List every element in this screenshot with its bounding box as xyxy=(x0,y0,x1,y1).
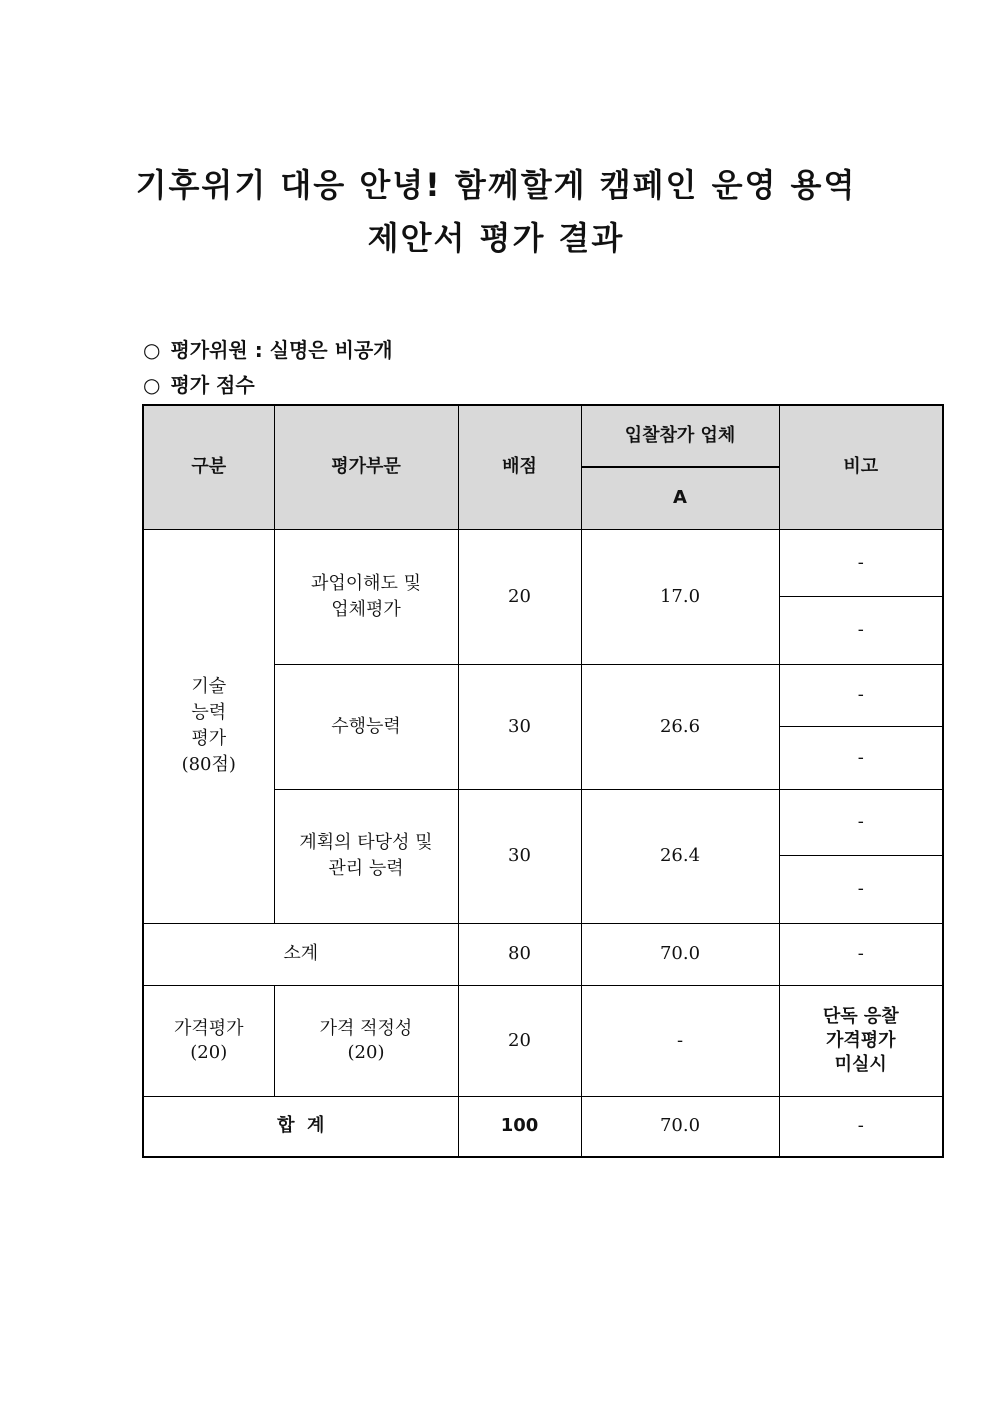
circle-bullet-icon: ○ xyxy=(143,338,161,362)
remark-cell: - xyxy=(779,855,943,923)
tech-category-cell xyxy=(143,529,274,923)
circle-bullet-icon: ○ xyxy=(143,373,161,397)
price-remark-line: 단독 응찰 xyxy=(822,1005,899,1027)
header-remarks: 비고 xyxy=(779,405,943,529)
price-category-line: 가격평가 xyxy=(173,1017,244,1039)
points-cell: 20 xyxy=(458,529,581,664)
total-label xyxy=(143,1096,458,1157)
score-heading-text: 평가 점수 xyxy=(170,373,255,397)
section-line: 과업이해도 및 xyxy=(310,572,422,594)
remark-cell: - xyxy=(779,789,943,855)
subtotal-points: 80 xyxy=(458,923,581,985)
remark-cell: - xyxy=(779,596,943,664)
price-row xyxy=(143,985,943,1096)
section-line: 업체평가 xyxy=(331,598,401,620)
price-category-line: (20) xyxy=(190,1041,228,1063)
total-label-text: 합 계 xyxy=(277,1115,325,1137)
section-cell: 수행능력 xyxy=(274,664,458,789)
section-cell xyxy=(274,529,458,664)
section-line: 계획의 타당성 및 xyxy=(299,832,433,853)
price-category-cell xyxy=(143,985,274,1096)
tech-category-line: 능력 xyxy=(191,702,227,723)
document-title-line2: 제안서 평가 결과 xyxy=(367,219,625,257)
header-section: 평가부문 xyxy=(274,405,458,529)
tech-category-line: 평가 xyxy=(191,728,227,749)
remark-cell: - xyxy=(779,726,943,789)
price-score: - xyxy=(581,985,779,1096)
total-row xyxy=(143,1096,943,1157)
subtotal-label: 소계 xyxy=(143,923,458,985)
price-remark-cell xyxy=(779,985,943,1096)
score-cell: 26.6 xyxy=(581,664,779,789)
price-section-cell xyxy=(274,985,458,1096)
price-remark-line: 미실시 xyxy=(834,1053,887,1075)
tech-category-line: (80점) xyxy=(181,754,236,775)
price-section-line: 가격 적정성 xyxy=(319,1017,413,1039)
score-cell: 17.0 xyxy=(581,529,779,664)
points-cell: 30 xyxy=(458,664,581,789)
evaluators-bullet xyxy=(143,334,393,363)
price-points: 20 xyxy=(458,985,581,1096)
document-title-line1: 기후위기 대응 안녕! 함께할게 캠페인 운영 용역 xyxy=(135,166,857,204)
remark-cell: - xyxy=(779,529,943,596)
score-heading-bullet xyxy=(143,369,255,398)
subtotal-remark: - xyxy=(779,923,943,985)
total-remark: - xyxy=(779,1096,943,1157)
table-row xyxy=(143,529,943,596)
total-score: 70.0 xyxy=(581,1096,779,1157)
points-cell: 30 xyxy=(458,789,581,923)
subtotal-score: 70.0 xyxy=(581,923,779,985)
remark-cell: - xyxy=(779,664,943,726)
evaluation-score-table xyxy=(142,404,944,1158)
section-line: 관리 능력 xyxy=(328,858,404,879)
price-remark-line: 가격평가 xyxy=(825,1029,896,1051)
evaluators-text: 평가위원 : 실명은 비공개 xyxy=(170,338,393,362)
price-section-line: (20) xyxy=(347,1041,385,1063)
tech-category-line: 기술 xyxy=(191,676,227,697)
header-bidder-group: 입찰참가 업체 xyxy=(581,405,779,467)
total-points: 100 xyxy=(458,1096,581,1157)
header-bidder-a: A xyxy=(581,467,779,529)
subtotal-row xyxy=(143,923,943,985)
section-cell xyxy=(274,789,458,923)
header-category: 구분 xyxy=(143,405,274,529)
score-cell: 26.4 xyxy=(581,789,779,923)
header-points: 배점 xyxy=(458,405,581,529)
